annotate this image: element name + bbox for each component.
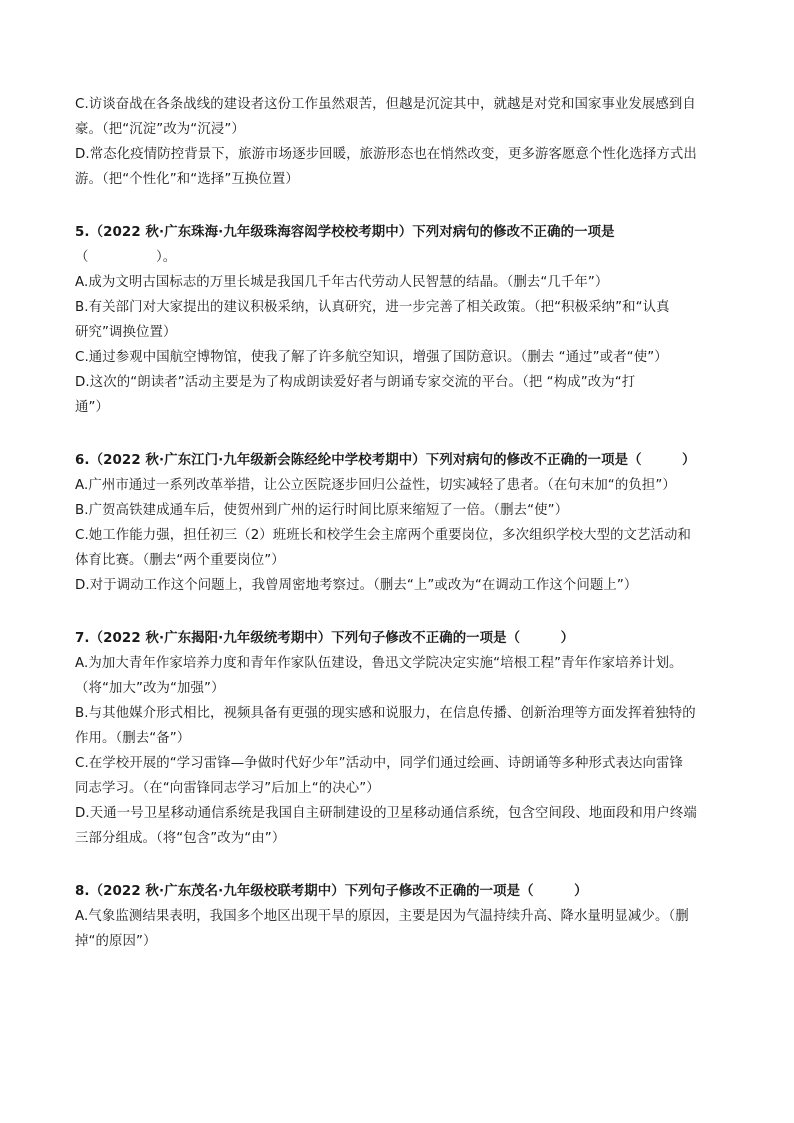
q7-option-b-line-1: B.与其他媒介形式相比，视频具备有更强的现实感和说服力，在信息传播、创新治理等方面发挥着独特的 <box>75 706 696 721</box>
q6-option-c-line-2: 体育比赛。（删去“两个重要岗位”） <box>75 553 285 568</box>
q5-option-b-line-1: B.有关部门对大家提出的建议积极采纳，认真研究，进一步完善了相关政策。（把“积极采纳”和“认真 <box>75 300 670 315</box>
document-page <box>75 92 725 954</box>
q7-option-d-line-2: 三部分组成。（将“包含”改为“由”） <box>75 831 286 846</box>
question-4-tail <box>75 92 725 192</box>
spacer <box>75 851 725 879</box>
q5-option-b-line-2: 研究”调换位置） <box>75 325 177 340</box>
spacer <box>75 192 725 220</box>
q7-option-a-line-1: A.为加大青年作家培养力度和青年作家队伍建设，鲁迅文学院决定实施“培根工程”青年作家培养计划。 <box>75 656 683 671</box>
q5-title-line-1: 5.（2022 秋·广东珠海·九年级珠海容闳学校校考期中）下列对病句的修改不正确的一项是 <box>75 225 615 240</box>
q8-title: 8.（2022 秋·广东茂名·九年级校联考期中）下列句子修改不正确的一项是（ ） <box>75 884 588 899</box>
q6-option-d: D.对于调动工作这个问题上，我曾周密地考察过。（删去“上”或改为“在调动工作这个问题上”） <box>75 578 638 593</box>
question-5 <box>75 220 725 420</box>
q4-option-c-line-1: C.访谈奋战在各条战线的建设者这份工作虽然艰苦，但越是沉淀其中，就越是对党和国家事业发展感到自 <box>75 97 696 112</box>
q5-option-c: C.通过参观中国航空博物馆，使我了解了许多航空知识，增强了国防意识。（删去 “通过”或者“使”） <box>75 350 668 365</box>
q5-option-a: A.成为文明古国标志的万里长城是我国几千年古代劳动人民智慧的结晶。（删去“几千年”） <box>75 275 609 290</box>
q6-title: 6.（2022 秋·广东江门·九年级新会陈经纶中学校考期中）下列对病句的修改不正确的一项是（ ） <box>75 453 696 468</box>
q6-option-a: A.广州市通过一系列改革举措，让公立医院逐步回归公益性，切实减轻了患者。（在句末加“的负担”） <box>75 478 676 493</box>
q6-option-b: B.广贺高铁建成通车后，使贺州到广州的运行时间比原来缩短了一倍。（删去“使”） <box>75 503 569 518</box>
q7-option-b-line-2: 作用。（删去“备”） <box>75 731 191 746</box>
q7-option-c-line-1: C.在学校开展的“学习雷锋—争做时代好少年”活动中，同学们通过绘画、诗朗诵等多种形式表达向雷锋 <box>75 756 683 771</box>
spacer <box>75 598 725 626</box>
q4-option-d-line-1: D.常态化疫情防控背景下，旅游市场逐步回暖，旅游形态也在悄然改变，更多游客愿意个性化选择方式出 <box>75 147 697 162</box>
q7-option-c-line-2: 同志学习。（在“向雷锋同志学习”后加上“的决心”） <box>75 781 380 796</box>
q6-option-c-line-1: C.她工作能力强，担任初三（2）班班长和校学生会主席两个重要岗位，多次组织学校大型的文艺活动和 <box>75 528 692 543</box>
q4-option-d-line-2: 游。（把“个性化”和“选择”互换位置） <box>75 172 299 187</box>
question-8 <box>75 879 725 954</box>
q4-option-c-line-2: 豪。（把“沉淀”改为“沉浸”） <box>75 122 245 137</box>
spacer <box>75 420 725 448</box>
question-6 <box>75 448 725 598</box>
q8-option-a-line-2: 掉“的原因”） <box>75 934 157 949</box>
q5-option-d-line-2: 通”） <box>75 400 110 415</box>
q7-option-a-line-2: （将“加大”改为“加强”） <box>75 681 225 696</box>
q5-title-line-2: （ ）。 <box>75 250 177 265</box>
q7-option-d-line-1: D.天通一号卫星移动通信系统是我国自主研制建设的卫星移动通信系统，包含空间段、地面段和用户终端 <box>75 806 697 821</box>
q5-option-d-line-1: D.这次的“朗读者”活动主要是为了构成朗读爱好者与朗诵专家交流的平台。（把 “构成”改为“打 <box>75 375 636 390</box>
question-7 <box>75 626 725 851</box>
q7-title: 7.（2022 秋·广东揭阳·九年级统考期中）下列句子修改不正确的一项是（ ） <box>75 631 575 646</box>
q8-option-a-line-1: A.气象监测结果表明，我国多个地区出现干旱的原因，主要是因为气温持续升高、降水量明显减少。（删 <box>75 909 689 924</box>
